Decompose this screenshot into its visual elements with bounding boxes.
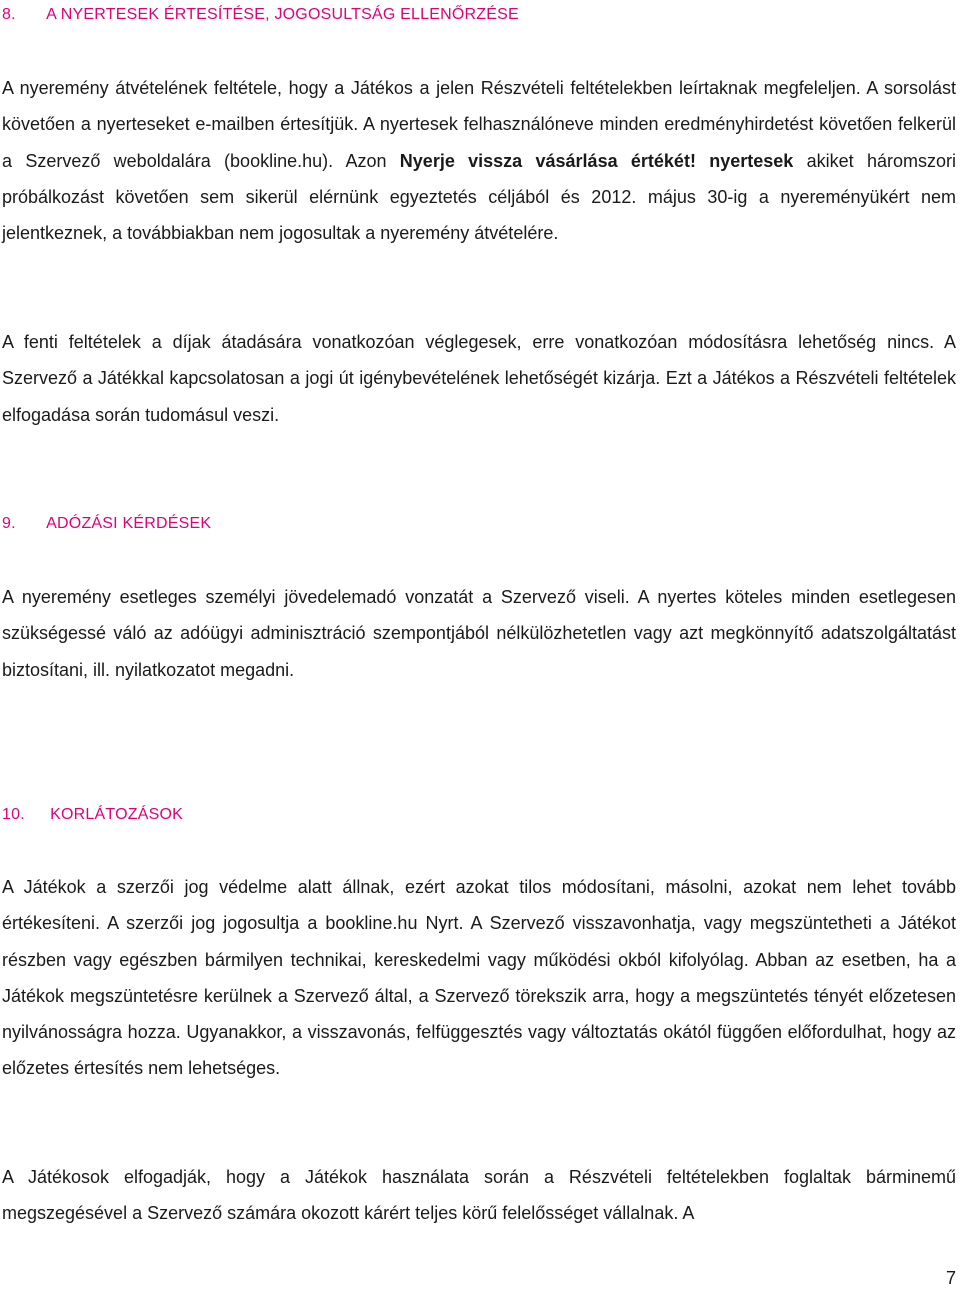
section-8-heading: [2, 6, 519, 24]
section-8-paragraph-1: [2, 70, 956, 251]
text-run: A Játékosok elfogadják, hogy a Játékok használata során a Részvételi feltételekben foglaltak bárminemű megszegésével a Szervező számára okozott kárért teljes körű felelősséget vállalnak. A: [2, 1167, 956, 1224]
text-run: A fenti feltételek a díjak átadására vonatkozóan véglegesek, erre vonatkozóan módosításra lehetőség nincs. A Szervező a Játékkal kapcsolatosan a jogi út igénybevételének lehetőségét kizárja. Ezt a Játékos a Részvételi feltételek elfogadása során tudomásul veszi.: [2, 332, 956, 425]
section-10-title: KORLÁTOZÁSOK: [50, 806, 183, 823]
section-10-number: 10.: [2, 806, 25, 823]
promo-name-bold: Nyerje vissza vásárlása értékét! nyertesek: [399, 150, 794, 171]
page-number: 7: [945, 1268, 956, 1288]
section-9-heading: [2, 515, 211, 533]
section-9-number: 9.: [2, 515, 16, 532]
section-8-paragraph-2: [2, 324, 956, 433]
text-run: akiket háromszori próbálkozást követően sem sikerül elérnünk egyeztetés céljából és 2012. május 30-ig a nyereményükért nem jelentkeznek, a továbbiakban nem jogosultak a nyeremény átvételére.: [2, 150, 956, 244]
section-9-title: ADÓZÁSI KÉRDÉSEK: [46, 515, 212, 532]
text-run: A Játékok a szerzői jog védelme alatt állnak, ezért azokat tilos módosítani, másolni, azokat nem lehet tovább értékesíteni. A szerzői jog jogosultja a bookline.hu Nyrt. A Szervező visszavonhatja, vagy megszüntetheti a Játékot részben vagy egészben bármilyen technikai, kereskedelmi vagy működési okból kifolyólag. Abban az esetben, ha a Játékok megszüntetésre kerülnek a Szervező által, a Szervező törekszik arra, hogy a megszüntetés tényét előzetesen nyilvánosságra hozza. Ugyanakkor, a visszavonás, felfüggesztés vagy változtatás okától függően előfordulhat, hogy az előzetes értesítés nem lehetséges.: [2, 877, 956, 1079]
section-8-number: 8.: [2, 6, 16, 23]
section-10-paragraph-1: [2, 869, 956, 1087]
section-10-heading: [2, 806, 183, 824]
section-10-paragraph-2: [2, 1159, 956, 1232]
section-8-title: A NYERTESEK ÉRTESÍTÉSE, JOGOSULTSÁG ELLENŐRZÉSE: [46, 6, 519, 23]
section-9-paragraph-1: [2, 579, 956, 688]
text-run: A nyeremény átvételének feltétele, hogy a Játékos a jelen Részvételi feltételekben leírtaknak megfeleljen. A sorsolást követően a nyerteseket e-mailben értesítjük. A nyertesek felhasználóneve minden eredményhirdetést követően felkerül a Szervező weboldalára (bookline.hu). Azon: [2, 78, 956, 171]
text-run: A nyeremény esetleges személyi jövedelemadó vonzatát a Szervező viseli. A nyertes köteles minden esetlegesen szükségessé váló az adóügyi adminisztráció szempontjából nélkülözhetetlen vagy azt megkönnyítő adatszolgáltatást biztosítani, ill. nyilatkozatot megadni.: [2, 587, 956, 680]
